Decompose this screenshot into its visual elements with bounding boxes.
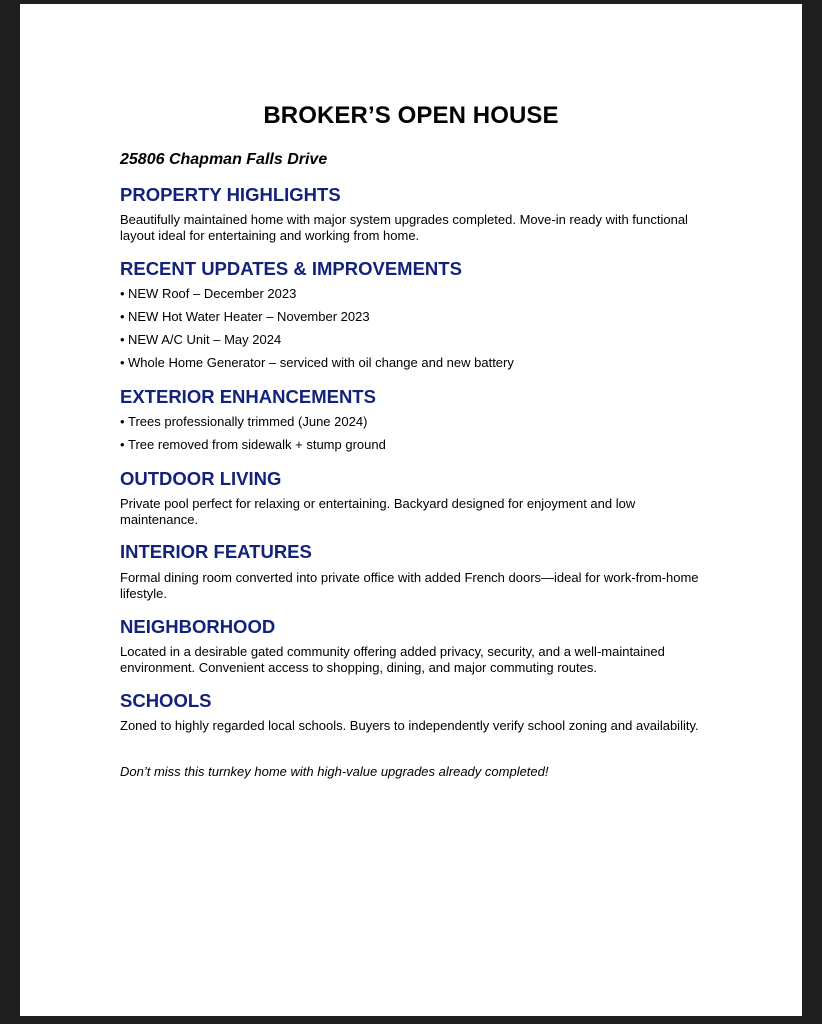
list-item-text: NEW A/C Unit – May 2024 bbox=[128, 332, 282, 347]
section-paragraph-outdoor-living: Private pool perfect for relaxing or entertaining. Backyard designed for enjoyment and low maintenance. bbox=[120, 496, 636, 527]
section-heading-neighborhood: NEIGHBORHOOD bbox=[120, 616, 276, 637]
section-paragraph-neighborhood: Located in a desirable gated community offering added privacy, security, and a well-maintained environment. Convenient access to shopping, dining, and major commuting routes. bbox=[120, 644, 665, 675]
section-paragraph-interior-features: Formal dining room converted into private office with added French doors—ideal for work-from-home lifestyle. bbox=[120, 570, 699, 601]
list-item bbox=[120, 355, 514, 371]
list-item bbox=[120, 414, 367, 430]
list-item-text: Trees professionally trimmed (June 2024) bbox=[128, 414, 368, 429]
property-address: 25806 Chapman Falls Drive bbox=[120, 151, 328, 168]
section-heading-exterior-enhancements: EXTERIOR ENHANCEMENTS bbox=[120, 386, 376, 407]
section-heading-property-highlights: PROPERTY HIGHLIGHTS bbox=[120, 184, 341, 205]
bullet-marker: • bbox=[120, 355, 125, 370]
bullet-marker: • bbox=[120, 286, 125, 301]
list-item bbox=[120, 332, 281, 348]
section-heading-recent-updates: RECENT UPDATES & IMPROVEMENTS bbox=[120, 258, 462, 279]
bullet-marker: • bbox=[120, 414, 125, 429]
list-item-text: Tree removed from sidewalk + stump ground bbox=[128, 437, 386, 452]
list-item-text: NEW Roof – December 2023 bbox=[128, 286, 297, 301]
list-item bbox=[120, 309, 370, 325]
list-item-text: Whole Home Generator – serviced with oil change and new battery bbox=[128, 355, 514, 370]
section-heading-schools: SCHOOLS bbox=[120, 690, 212, 711]
document-page bbox=[20, 4, 802, 1016]
section-heading-outdoor-living: OUTDOOR LIVING bbox=[120, 468, 282, 489]
section-paragraph-schools: Zoned to highly regarded local schools. Buyers to independently verify school zoning and availability. bbox=[120, 718, 699, 733]
list-item-text: NEW Hot Water Heater – November 2023 bbox=[128, 309, 370, 324]
closing-statement: Don’t miss this turnkey home with high-value upgrades already completed! bbox=[120, 764, 549, 779]
bullet-marker: • bbox=[120, 437, 125, 452]
section-paragraph-property-highlights: Beautifully maintained home with major system upgrades completed. Move-in ready with functional layout ideal for entertaining and working from home. bbox=[120, 212, 688, 243]
bullet-marker: • bbox=[120, 309, 125, 324]
section-heading-interior-features: INTERIOR FEATURES bbox=[120, 541, 312, 562]
bullet-marker: • bbox=[120, 332, 125, 347]
list-item bbox=[120, 437, 386, 453]
list-item bbox=[120, 286, 296, 302]
page-title: BROKER’S OPEN HOUSE bbox=[263, 102, 559, 129]
